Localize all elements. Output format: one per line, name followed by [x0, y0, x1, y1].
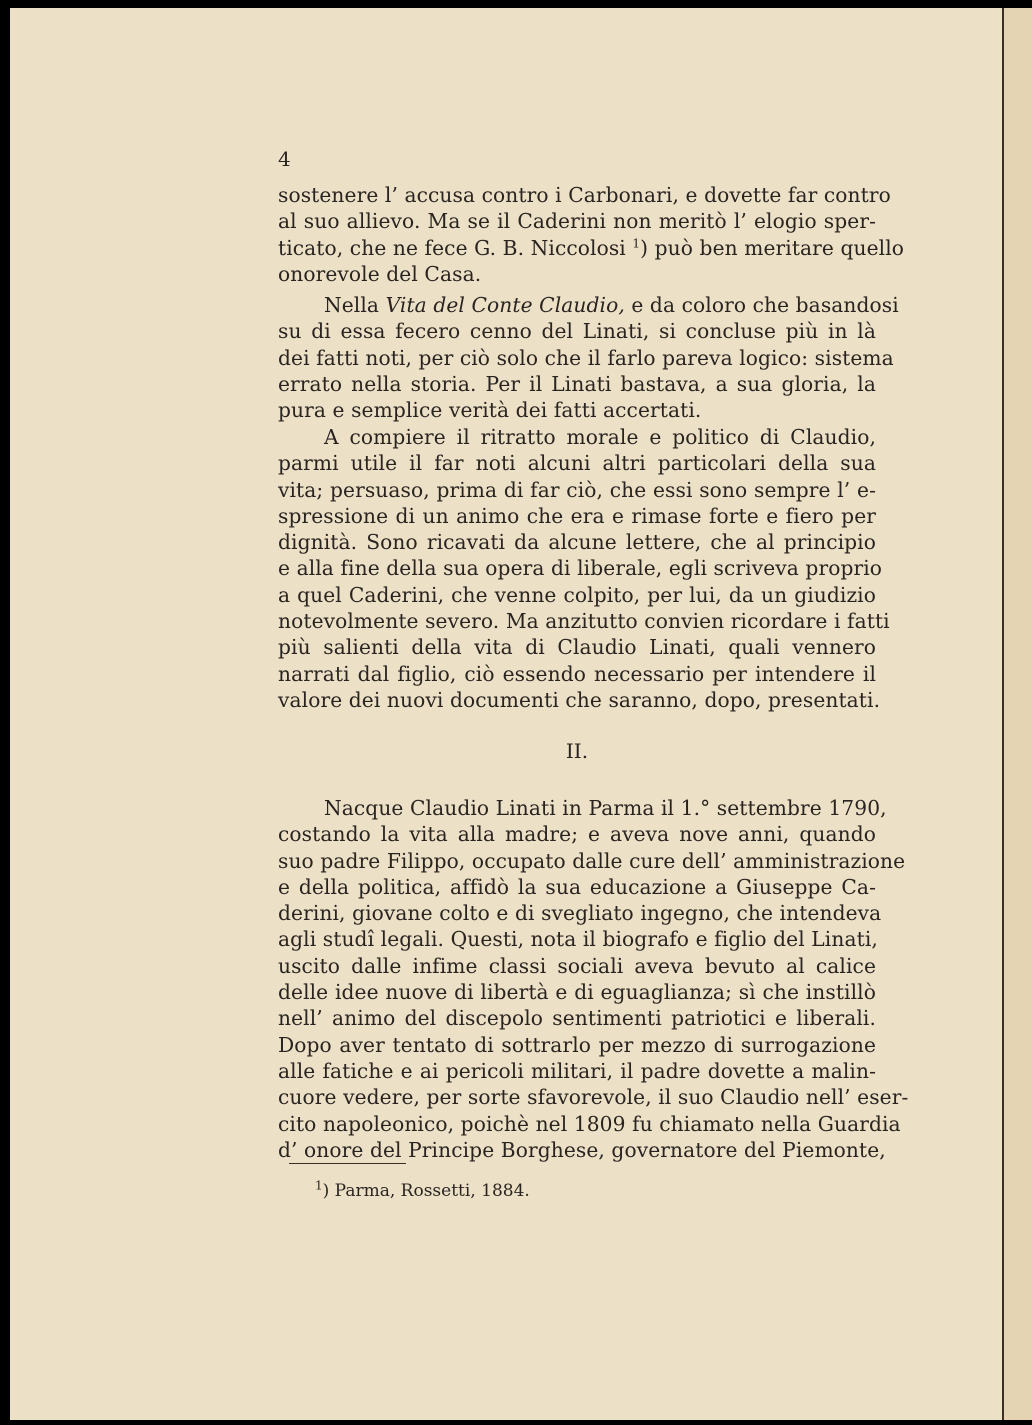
text-line: narrati dal figlio, ciò essendo necessario per intendere il [278, 661, 876, 686]
footnote-reference: 1 [632, 235, 641, 250]
text-line: e alla fine della sua opera di liberale, egli scriveva proprio [278, 556, 883, 581]
paragraph-3 [278, 424, 890, 713]
text-line: sostenere l’ accusa contro i Carbonari, e dovette far contro [278, 183, 891, 207]
text-line: cuore vedere, per sorte sfavorevole, il suo Claudio nell’ eser- [278, 1085, 909, 1110]
text-line: su di essa fecero cenno del Linati, si concluse più in là [278, 319, 876, 344]
text-line: A compiere il ritratto morale e politico di Claudio, [324, 425, 876, 449]
facing-page-edge [1002, 8, 1032, 1420]
text-line: pura e semplice verità dei fatti accertati. [278, 398, 702, 423]
text-line: errato nella storia. Per il Linati bastava, a sua gloria, la [278, 371, 876, 396]
text-line: a quel Caderini, che venne colpito, per lui, da un giudizio [278, 582, 876, 607]
text-line: cito napoleonico, poichè nel 1809 fu chiamato nella Guardia [278, 1111, 901, 1136]
text-line: Dopo aver tentato di sottrarlo per mezzo di surrogazione [278, 1032, 876, 1057]
footnote-text: ) Parma, Rossetti, 1884. [322, 1181, 530, 1201]
text-line: nell’ animo del discepolo sentimenti patriotici e liberali. [278, 1006, 876, 1031]
italic-title: Vita del Conte Claudio, [385, 293, 625, 317]
text-line: al suo allievo. Ma se il Caderini non meritò l’ elogio sper- [278, 209, 876, 234]
section-heading: II. [565, 739, 589, 763]
text-line: valore dei nuovi documenti che saranno, dopo, presentati. [278, 687, 881, 712]
text-line: onorevole del Casa. [278, 261, 482, 286]
text-line: vita; persuaso, prima di far ciò, che essi sono sempre l’ e- [278, 477, 876, 502]
text-line: dei fatti noti, per ciò solo che il farlo pareva logico: sistema [278, 345, 894, 370]
text-line: parmi utile il far noti alcuni altri particolari della sua [278, 451, 876, 476]
paragraph-4 [278, 795, 909, 1163]
text-line: d’ onore del Principe Borghese, governatore del Piemonte, [278, 1137, 886, 1162]
paragraph-1 [278, 182, 905, 287]
paragraph-2 [278, 292, 899, 423]
document-page [10, 8, 1032, 1420]
text-line: Nella Vita del Conte Claudio, e da coloro che basandosi [324, 293, 899, 317]
text-line: spressione di un animo che era e rimase forte e fiero per [278, 503, 876, 528]
text-line: derini, giovane colto e di svegliato ingegno, che intendeva [278, 901, 882, 926]
page-number: 4 [278, 147, 291, 171]
text-line: e della politica, affidò la sua educazione a Giuseppe Ca- [278, 874, 876, 899]
text-line: ticato, che ne fece G. B. Niccolosi $^1$) può ben meritare quello [278, 235, 905, 260]
text-line: notevolmente severo. Ma anzitutto convien ricordare i fatti [278, 609, 890, 634]
text-line: costando la vita alla madre; e aveva nove anni, quando [278, 822, 876, 847]
footnote-divider [289, 1163, 406, 1164]
footnote [315, 1178, 530, 1201]
text-line: uscito dalle infime classi sociali aveva bevuto al calice [278, 953, 876, 978]
text-line: suo padre Filippo, occupato dalle cure dell’ amministrazione [278, 848, 906, 873]
text-line: delle idee nuove di libertà e di eguaglianza; sì che instillò [278, 980, 876, 1005]
text-line: alle fatiche e ai pericoli militari, il padre dovette a malin- [278, 1058, 876, 1083]
text-line: più salienti della vita di Claudio Linati, quali vennero [278, 635, 876, 660]
text-line: dignità. Sono ricavati da alcune lettere, che al principio [278, 530, 876, 555]
footnote-marker: 1 [315, 1178, 323, 1193]
text-line: Nacque Claudio Linati in Parma il 1.° settembre 1790, [324, 796, 887, 820]
text-line: agli studî legali. Questi, nota il biografo e figlio del Linati, [278, 927, 878, 952]
